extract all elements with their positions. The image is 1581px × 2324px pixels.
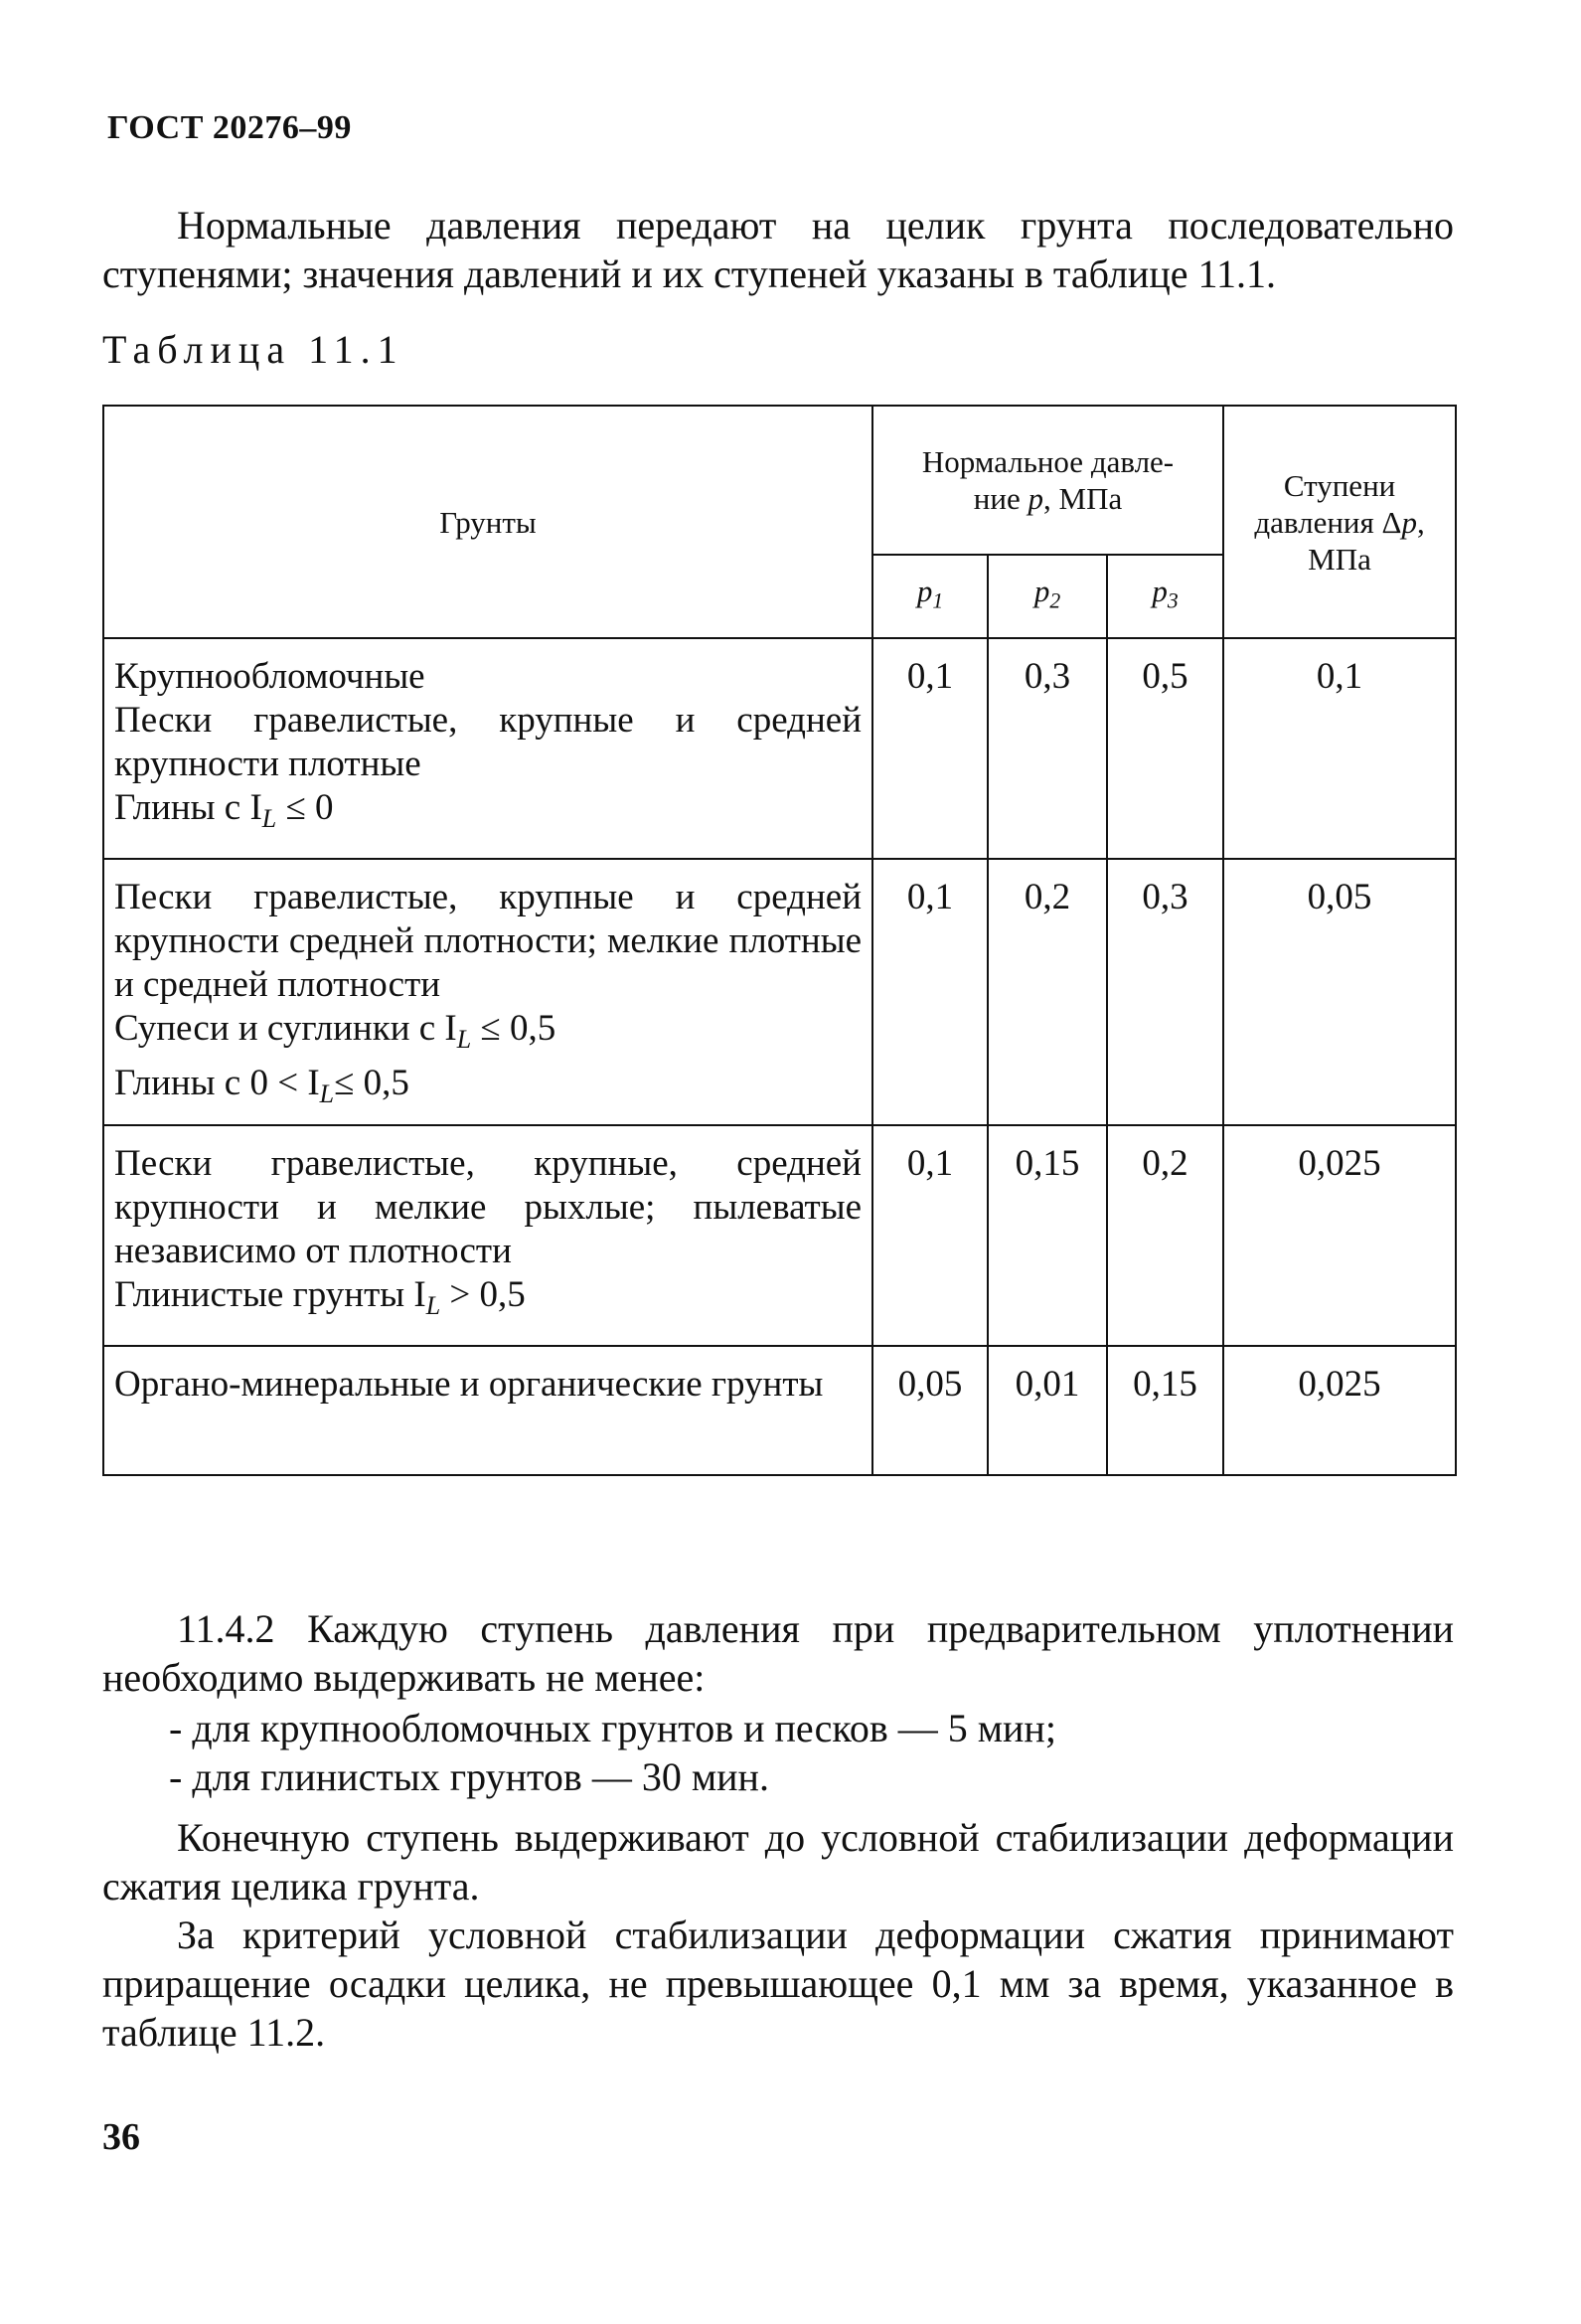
header-p1 — [872, 555, 988, 638]
section-text-2: Конечную ступень выдерживают до условной стабилизации деформации сжатия целика грунта. — [102, 1815, 1454, 1909]
soil-line: Крупнообломочные — [114, 656, 425, 697]
step-value: 0,1 — [1223, 638, 1456, 859]
soil-line — [114, 1062, 862, 1116]
soil-cell — [103, 1125, 872, 1346]
soil-text: Глинистые грунты I — [114, 1274, 426, 1315]
soil-line — [114, 786, 862, 841]
table-row — [103, 859, 1456, 1125]
soil-text: > 0,5 — [440, 1274, 526, 1315]
table-caption: Таблица 11.1 — [102, 327, 404, 372]
p1-value: 0,1 — [872, 859, 988, 1125]
soil-line: Пески гравелистые, крупные, средней крупности и мелкие рыхлые; пылеватые независимо от плотности — [114, 1143, 862, 1271]
p3-value: 0,3 — [1107, 859, 1223, 1125]
soil-text: ≤ 0,5 — [334, 1062, 409, 1103]
intro-text: Нормальные давления передают на целик грунта последовательно ступенями; значения давлений и их ступеней указаны в таблице 11.1. — [102, 203, 1454, 296]
header-p2 — [988, 555, 1107, 638]
table-row — [103, 1346, 1456, 1475]
soil-text: ≤ 0,5 — [471, 1008, 556, 1049]
pressure-table — [102, 405, 1457, 1476]
table-row — [103, 1125, 1456, 1346]
soil-text: Супеси и суглинки с I — [114, 1008, 457, 1049]
p1-symbol: p — [916, 574, 933, 609]
soil-text: Глины с I — [114, 787, 262, 828]
p3-index: 3 — [1167, 588, 1179, 613]
p1-value: 0,1 — [872, 1125, 988, 1346]
p3-symbol: p — [1152, 574, 1168, 609]
soil-line — [114, 1273, 862, 1328]
header-step-line2: давления Δp, — [1254, 504, 1425, 540]
section-paragraph-1 — [102, 1604, 1454, 1702]
p2-index: 2 — [1049, 588, 1061, 613]
list-item: - для глинистых грунтов — 30 мин. — [169, 1754, 769, 1799]
il-index: L — [261, 803, 277, 833]
p2-value: 0,2 — [988, 859, 1107, 1125]
header-soil: Грунты — [103, 406, 872, 638]
document-header: ГОСТ 20276–99 — [107, 109, 352, 146]
soil-cell — [103, 638, 872, 859]
section-paragraph-2 — [102, 1813, 1454, 1910]
page-number: 36 — [102, 2116, 140, 2158]
header-p3 — [1107, 555, 1223, 638]
section-paragraph-3 — [102, 1910, 1454, 2057]
il-index: L — [319, 1079, 335, 1108]
soil-line: Органо-минеральные и органические грунты — [114, 1364, 824, 1405]
header-pressure — [872, 406, 1223, 555]
table-row — [103, 638, 1456, 859]
intro-paragraph — [102, 201, 1454, 298]
p2-symbol: p — [1033, 574, 1050, 609]
p2-value: 0,3 — [988, 638, 1107, 859]
header-step — [1223, 406, 1456, 638]
header-pressure-line2: ние p, МПа — [973, 481, 1123, 516]
soil-text: Глины с 0 < I — [114, 1062, 320, 1103]
soil-text: ≤ 0 — [276, 787, 334, 828]
step-value: 0,025 — [1223, 1346, 1456, 1475]
p3-value: 0,2 — [1107, 1125, 1223, 1346]
step-value: 0,025 — [1223, 1125, 1456, 1346]
il-index: L — [425, 1290, 441, 1320]
il-index: L — [456, 1024, 472, 1054]
p2-value: 0,01 — [988, 1346, 1107, 1475]
section-text-1: 11.4.2 Каждую ступень давления при предварительном уплотнении необходимо выдерживать не менее: — [102, 1606, 1454, 1700]
soil-cell — [103, 1346, 872, 1475]
p1-value: 0,1 — [872, 638, 988, 859]
p1-index: 1 — [932, 588, 944, 613]
p3-value: 0,5 — [1107, 638, 1223, 859]
section-text-3: За критерий условной стабилизации деформации сжатия принимают приращение осадки целика, не превышающее 0,1 мм за время, указанное в таблице 11.2. — [102, 1912, 1454, 2055]
soil-cell — [103, 859, 872, 1125]
p1-value: 0,05 — [872, 1346, 988, 1475]
soil-line: Пески гравелистые, крупные и средней крупности средней плотности; мелкие плотные и средней плотности — [114, 877, 862, 1005]
soil-line — [114, 1007, 862, 1062]
header-step-line1: Ступени — [1283, 467, 1396, 503]
soil-line: Пески гравелистые, крупные и средней крупности плотные — [114, 700, 862, 784]
header-pressure-line1: Нормальное давле- — [921, 444, 1175, 479]
p3-value: 0,15 — [1107, 1346, 1223, 1475]
p2-value: 0,15 — [988, 1125, 1107, 1346]
list-item: - для крупнообломочных грунтов и песков — 5 мин; — [169, 1706, 1056, 1750]
header-step-line3: МПа — [1308, 541, 1371, 577]
step-value: 0,05 — [1223, 859, 1456, 1125]
